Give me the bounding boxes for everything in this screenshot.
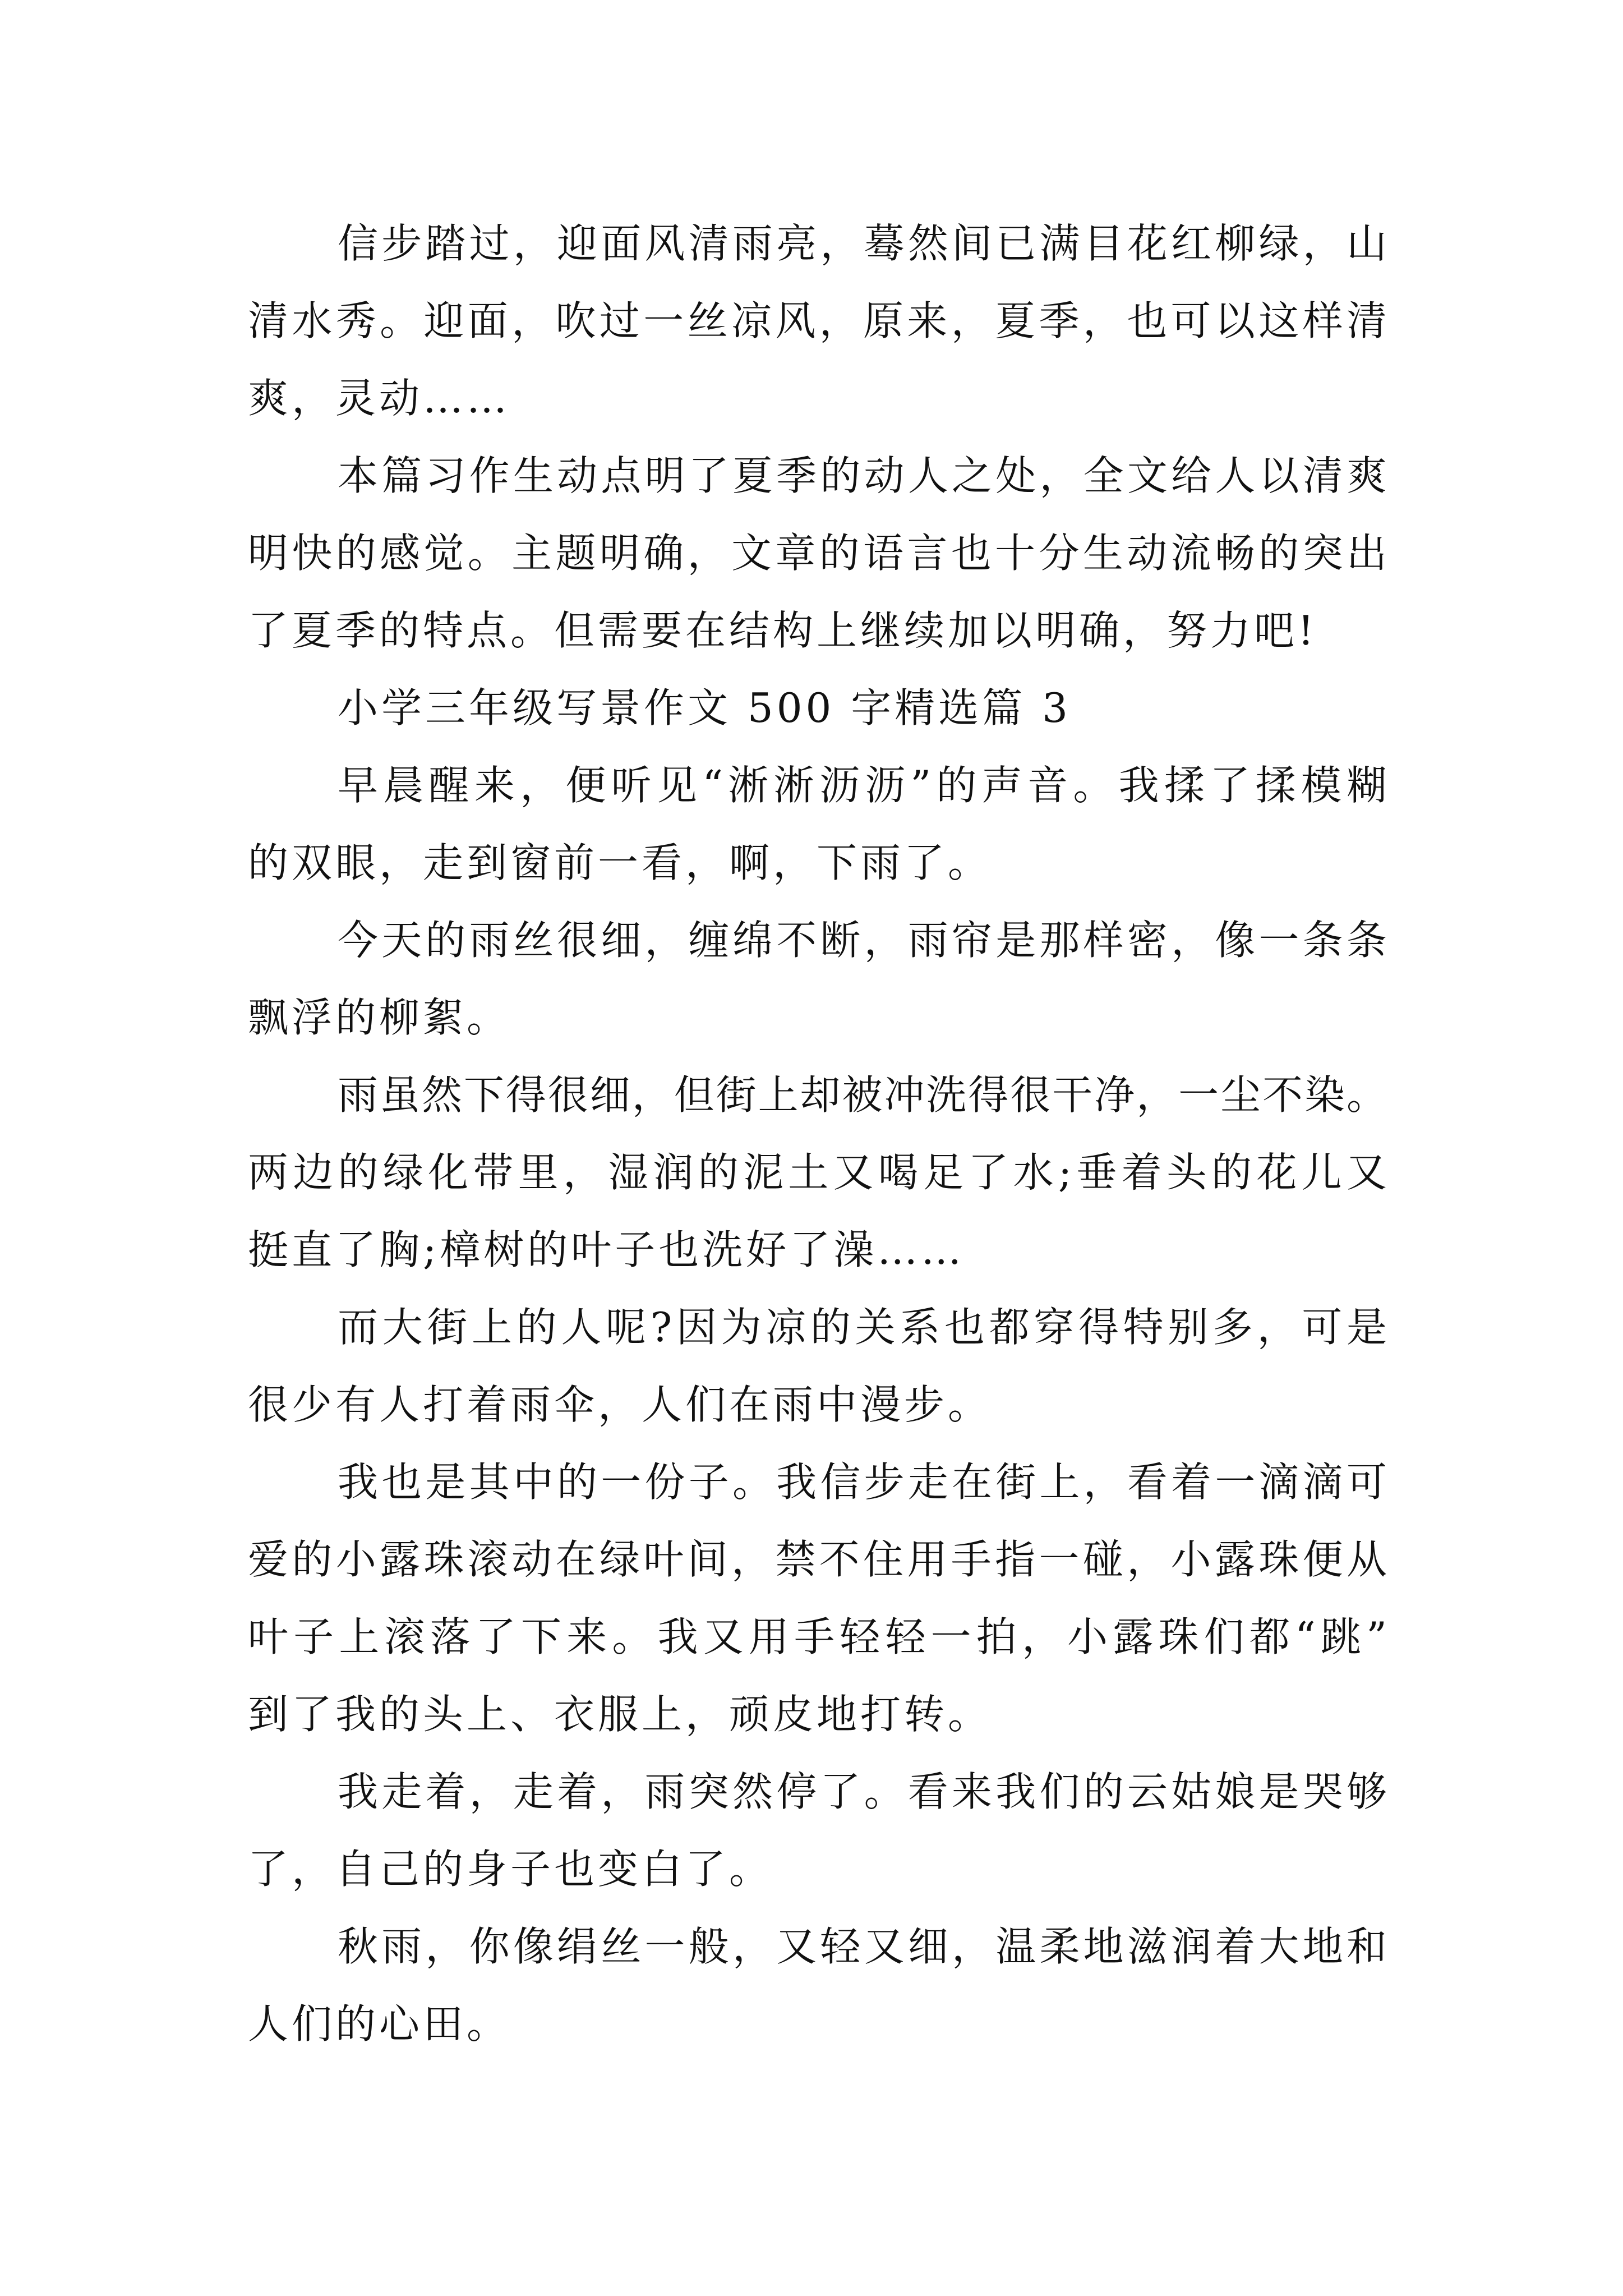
paragraph: [248, 747, 1387, 901]
paragraph: [248, 1056, 1387, 1289]
text-line: 而大街上的人呢?因为凉的关系也都穿得特别多，可是: [338, 1304, 1387, 1351]
text-line: 本篇习作生动点明了夏季的动人之处，全文给人以清爽: [338, 452, 1387, 499]
text-line: 今天的雨丝很细，缠绵不断，雨帘是那样密，像一条条: [338, 917, 1387, 964]
text-line: 人们的心田。: [248, 2000, 511, 2047]
text-line: 早晨醒来，便听见“淅淅沥沥”的声音。我揉了揉模糊: [338, 762, 1387, 809]
paragraph: [248, 1289, 1387, 1443]
text-line: 我也是其中的一份子。我信步走在街上，看着一滴滴可: [338, 1458, 1387, 1506]
text-line: 明快的感觉。主题明确，文章的语言也十分生动流畅的突出: [248, 530, 1387, 577]
text-line: 信步踏过，迎面风清雨亮，蓦然间已满目花红柳绿，山: [338, 220, 1387, 267]
text-line: 的双眼，走到窗前一看，啊，下雨了。: [248, 839, 992, 886]
text-line: 了，自己的身子也变白了。: [248, 1846, 773, 1893]
paragraph: [248, 1753, 1387, 1908]
text-line: 挺直了胸;樟树的叶子也洗好了澡……: [248, 1226, 965, 1273]
paragraph: [248, 437, 1387, 669]
text-line: 我走着，走着，雨突然停了。看来我们的云姑娘是哭够: [338, 1768, 1387, 1815]
text-line: 到了我的头上、衣服上，顽皮地打转。: [248, 1691, 992, 1738]
text-line: 了夏季的特点。但需要在结构上继续加以明确，努力吧!: [248, 607, 1317, 654]
paragraph: [248, 901, 1387, 1056]
text-line: 叶子上滚落了下来。我又用手轻轻一拍，小露珠们都“跳”: [248, 1613, 1387, 1660]
section-heading: [248, 669, 1387, 747]
paragraph: [248, 1443, 1387, 1753]
section-heading-text: 小学三年级写景作文 500 字精选篇 3: [338, 684, 1071, 731]
text-line: 爱的小露珠滚动在绿叶间，禁不住用手指一碰，小露珠便从: [248, 1536, 1387, 1583]
document-body: [248, 205, 1387, 2063]
text-line: 秋雨，你像绢丝一般，又轻又细，温柔地滋润着大地和: [338, 1923, 1387, 1970]
paragraph: [248, 205, 1387, 437]
text-line: 两边的绿化带里，湿润的泥土又喝足了水;垂着头的花儿又: [248, 1149, 1387, 1196]
text-line: 很少有人打着雨伞，人们在雨中漫步。: [248, 1381, 992, 1428]
paragraph: [248, 1908, 1387, 2063]
text-line: 雨虽然下得很细，但街上却被冲洗得很干净，一尘不染。: [338, 1071, 1387, 1119]
text-line: 飘浮的柳絮。: [248, 994, 511, 1041]
text-line: 清水秀。迎面，吹过一丝凉风，原来，夏季，也可以这样清: [248, 297, 1387, 344]
text-line: 爽，灵动……: [248, 375, 511, 422]
